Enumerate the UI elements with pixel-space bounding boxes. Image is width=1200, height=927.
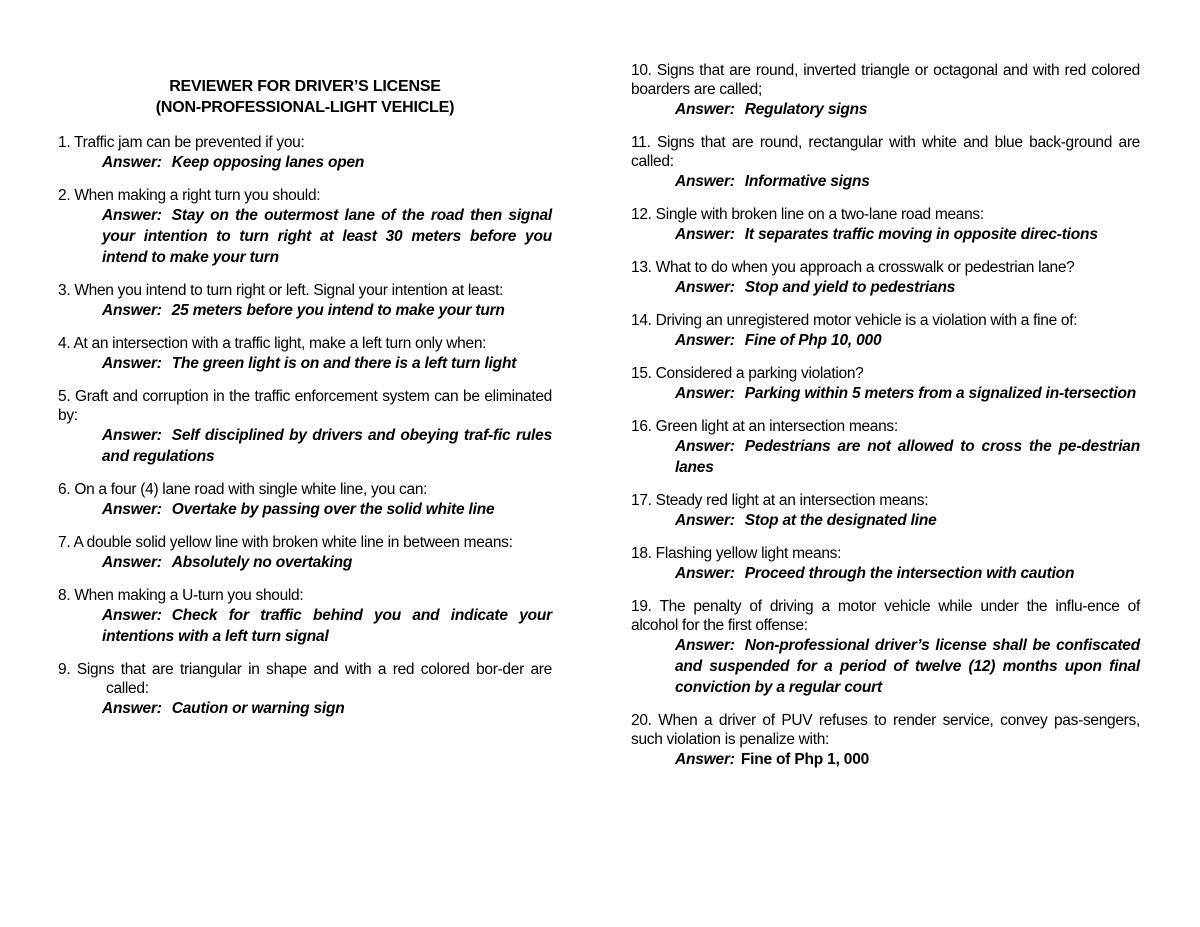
question-text: 13. What to do when you approach a crosswalk or pedestrian lane? (631, 259, 1075, 276)
question-item-19 (631, 597, 1140, 698)
title-line-2: (NON-PROFESSIONAL-LIGHT VEHICLE) (155, 99, 455, 116)
question-item-14 (631, 311, 1140, 351)
answer (631, 635, 1140, 698)
question-item-11 (631, 133, 1140, 192)
title-line-1: REVIEWER FOR DRIVER’S LICENSE (169, 78, 441, 95)
question-text: 1. Traffic jam can be prevented if you: (58, 134, 305, 151)
question-item-6 (58, 480, 552, 520)
answer-text: Caution or warning sign (171, 700, 345, 717)
answer (631, 510, 1140, 531)
question-item-20 (631, 711, 1140, 770)
answer (631, 99, 1140, 120)
answer-label: Answer: (675, 512, 735, 529)
answer-text: Parking within 5 meters from a signalized in-tersection (744, 385, 1137, 402)
answer (58, 605, 552, 647)
answer-text: Regulatory signs (744, 101, 868, 118)
answer-text: Keep opposing lanes open (171, 154, 365, 171)
answer-label: Answer: (675, 101, 735, 118)
answer-label: Answer: (102, 427, 162, 444)
answer-label: Answer: (675, 332, 735, 349)
question-text: 3. When you intend to turn right or left. Signal your intention at least: (58, 282, 504, 299)
question-text: 18. Flashing yellow light means: (631, 545, 842, 562)
answer (58, 300, 552, 321)
answer-label: Answer: (675, 385, 735, 402)
answer-text: Non-professional driver’s license shall be confiscated and suspended for a period of twelve (12) months upon final conviction by a regular court (675, 637, 1140, 696)
question-item-12 (631, 205, 1140, 245)
question-item-8 (58, 586, 552, 647)
answer-text: Check for traffic behind you and indicate your intentions with a left turn signal (102, 607, 552, 645)
answer (631, 171, 1140, 192)
question-text: 7. A double solid yellow line with broken white line in between means: (58, 534, 513, 551)
question-text: 14. Driving an unregistered motor vehicle is a violation with a fine of: (631, 312, 1078, 329)
answer (58, 425, 552, 467)
answer-text: Proceed through the intersection with caution (744, 565, 1075, 582)
answer-text: Stop at the designated line (744, 512, 937, 529)
question-text: 19. The penalty of driving a motor vehicle while under the influ-ence of alcohol for the first offense: (631, 598, 1140, 634)
question-item-17 (631, 491, 1140, 531)
question-item-10 (631, 61, 1140, 120)
question-text: 10. Signs that are round, inverted triangle or octagonal and with red colored boarders are called; (631, 62, 1140, 98)
question-item-16 (631, 417, 1140, 478)
answer-label: Answer: (102, 207, 162, 224)
question-item-1 (58, 133, 552, 173)
answer (58, 353, 552, 374)
question-text: 8. When making a U-turn you should: (58, 587, 304, 604)
question-text: 4. At an intersection with a traffic light, make a left turn only when: (58, 335, 487, 352)
question-item-13 (631, 258, 1140, 298)
right-column (631, 0, 1140, 770)
question-text: 20. When a driver of PUV refuses to render service, convey pas-sengers, such violation is penalize with: (631, 712, 1140, 748)
answer-label: Answer: (102, 501, 162, 518)
answer-text: Self disciplined by drivers and obeying traf-fic rules and regulations (102, 427, 552, 465)
answer-label: Answer: (675, 637, 735, 654)
answer-label: Answer: (675, 226, 735, 243)
question-text: 17. Steady red light at an intersection means: (631, 492, 929, 509)
answer (58, 552, 552, 573)
answer-label: Answer: (675, 565, 735, 582)
question-item-2 (58, 186, 552, 268)
answer (58, 698, 552, 719)
answer-label: Answer: (675, 173, 735, 190)
question-text: 16. Green light at an intersection means: (631, 418, 898, 435)
question-text: 2. When making a right turn you should: (58, 187, 321, 204)
answer (631, 436, 1140, 478)
answer (58, 205, 552, 268)
answer-text: 25 meters before you intend to make your turn (171, 302, 505, 319)
answer-text: Fine of Php 10, 000 (744, 332, 882, 349)
answer-text: Stop and yield to pedestrians (744, 279, 956, 296)
answer-label: Answer: (102, 302, 162, 319)
question-text: 12. Single with broken line on a two-lane road means: (631, 206, 984, 223)
question-item-3 (58, 281, 552, 321)
left-column (58, 0, 552, 719)
answer-label: Answer: (102, 607, 162, 624)
answer (631, 749, 1140, 770)
answer-text: Absolutely no overtaking (171, 554, 353, 571)
answer-text: Overtake by passing over the solid white line (171, 501, 495, 518)
answer (58, 499, 552, 520)
answer-text: Informative signs (744, 173, 870, 190)
document-title (58, 76, 552, 118)
answer (631, 563, 1140, 584)
question-text: 6. On a four (4) lane road with single white line, you can: (58, 481, 428, 498)
answer-text: Stay on the outermost lane of the road then signal your intention to turn right at least 30 meters before you intend to make your turn (102, 207, 552, 266)
answer (631, 277, 1140, 298)
answer-label: Answer: (102, 554, 162, 571)
answer (631, 383, 1140, 404)
answer-text: Pedestrians are not allowed to cross the pe-destrian lanes (675, 438, 1140, 476)
question-item-5 (58, 387, 552, 467)
question-text: 5. Graft and corruption in the traffic enforcement system can be eliminated by: (58, 388, 552, 424)
question-text: 11. Signs that are round, rectangular with white and blue back-ground are called: (631, 134, 1140, 170)
answer-label: Answer: (102, 154, 162, 171)
answer-label: Answer: (675, 751, 735, 768)
answer (58, 152, 552, 173)
question-item-9 (58, 660, 552, 719)
answer-text: The green light is on and there is a left turn light (171, 355, 517, 372)
question-text: 9. Signs that are triangular in shape and with a red colored bor-der are called: (58, 661, 552, 697)
question-item-4 (58, 334, 552, 374)
answer-label: Answer: (675, 279, 735, 296)
question-item-15 (631, 364, 1140, 404)
question-item-18 (631, 544, 1140, 584)
answer-label: Answer: (102, 355, 162, 372)
answer-label: Answer: (675, 438, 735, 455)
question-text: 15. Considered a parking violation? (631, 365, 864, 382)
answer-label: Answer: (102, 700, 162, 717)
answer (631, 330, 1140, 351)
answer-text: It separates traffic moving in opposite direc-tions (744, 226, 1098, 243)
answer-text: Fine of Php 1, 000 (740, 751, 870, 768)
answer (631, 224, 1140, 245)
question-item-7 (58, 533, 552, 573)
